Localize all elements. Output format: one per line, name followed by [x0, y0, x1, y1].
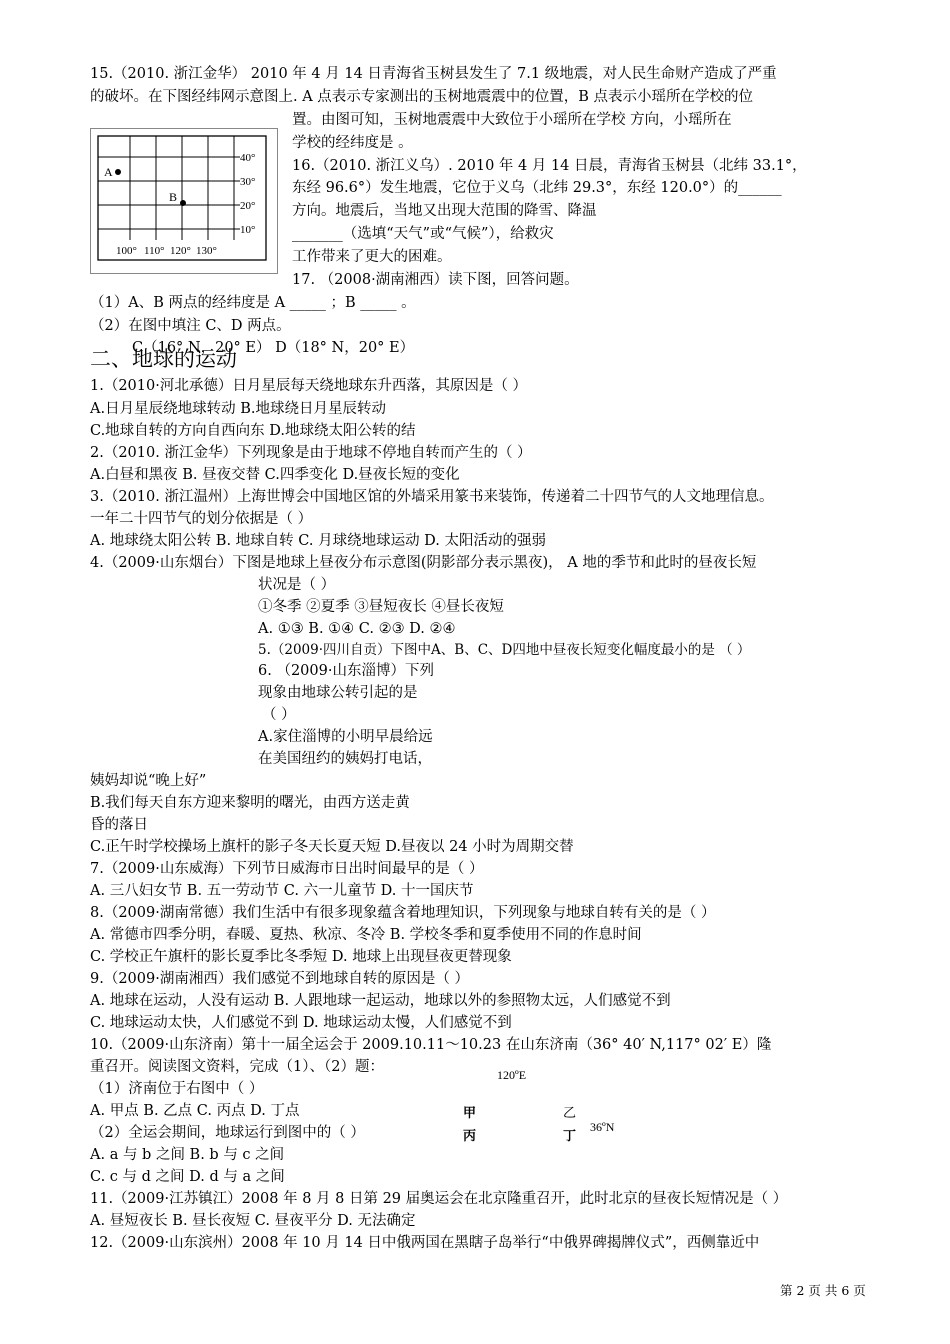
text-line: A.日月星辰绕地球转动 B.地球绕日月星辰转动 [90, 401, 386, 417]
text-line: （1）A、B 两点的经纬度是 A _____ ；B _____ 。 [90, 295, 416, 311]
text-line: 3.（2010. 浙江温州）上海世博会中国地区馆的外墙采用篆书来装饰，传递着二十四节气的人文地理信息。 [90, 489, 774, 505]
text-line: 东经 96.6°）发生地震，它位于义乌（北纬 29.3°，东经 120.0°）的______ [292, 180, 782, 196]
text-line: 一年二十四节气的划分依据是（ ） [90, 511, 313, 527]
point-yi-label: 乙 [563, 1106, 577, 1121]
point-ding-label: 丁 [563, 1129, 577, 1144]
text-line: 在美国纽约的姨妈打电话， [258, 751, 432, 767]
text-line: 4.（2009·山东烟台）下图是地球上昼夜分布示意图(阴影部分表示黑夜)， A 地的季节和此时的昼夜长短 [90, 555, 757, 571]
text-line: ①冬季 ②夏季 ③昼短夜长 ④昼长夜短 [258, 599, 504, 615]
text-line: C.地球自转的方向自西向东 D.地球绕太阳公转的结 [90, 423, 416, 439]
text-line: 状况是（ ） [258, 577, 336, 593]
text-line: 昏的落日 [90, 817, 148, 833]
text-line: A. 三八妇女节 B. 五一劳动节 C. 六一儿童节 D. 十一国庆节 [90, 883, 474, 899]
point-a-label: A [104, 165, 113, 179]
graticule-map-figure [90, 128, 278, 274]
lat-label-40: 40° [240, 152, 256, 164]
text-line: A.白昼和黑夜 B. 昼夜交替 C.四季变化 D.昼夜长短的变化 [90, 467, 460, 483]
text-line: （2）在图中填注 C、D 两点。 [90, 318, 291, 334]
jinan-lon-label: 120ºE [497, 1068, 527, 1082]
text-line: 姨妈却说“晚上好” [90, 773, 207, 789]
text-line: 8.（2009·湖南常德）我们生活中有很多现象蕴含着地理知识，下列现象与地球自转有关的是（ ） [90, 905, 716, 921]
text-line: 5.（2009·四川自贡）下图中A、B、C、D四地中昼夜长短变化幅度最小的是 （ ） [258, 642, 751, 658]
point-bing-label: 丙 [463, 1129, 477, 1144]
point-b-marker [180, 200, 186, 206]
point-jia-label: 甲 [463, 1106, 477, 1121]
text-line: 10.（2009·山东济南）第十一届全运会于 2009.10.11～10.23 在山东济南（36° 40′ N,117° 02′ E）隆 [90, 1037, 772, 1053]
text-line: 16.（2010. 浙江义乌）. 2010 年 4 月 14 日晨，青海省玉树县（北纬 33.1°， [292, 158, 807, 174]
lat-label-10: 10° [240, 224, 256, 236]
text-line: 方向。地震后，当地又出现大范围的降雪、降温 [292, 203, 597, 219]
text-line: （1）济南位于右图中（ ） [90, 1081, 264, 1097]
text-line: A. 地球在运动，人没有运动 B. 人跟地球一起运动，地球以外的参照物太远，人们感觉不到 [90, 993, 671, 1009]
text-line: C. 学校正午旗杆的影长夏季比冬季短 D. 地球上出现昼夜更替现象 [90, 949, 512, 965]
text-line: C. 地球运动太快，人们感觉不到 D. 地球运动太慢，人们感觉不到 [90, 1015, 512, 1031]
text-line: _______（选填“天气”或“气候”），给救灾 [292, 226, 554, 242]
lat-label-20: 20° [240, 200, 256, 212]
lon-label-130: 130° [196, 245, 217, 257]
point-b-label: B [169, 190, 178, 204]
text-line: A. 常德市四季分明，春暖、夏热、秋凉、冬冷 B. 学校冬季和夏季使用不同的作息时间 [90, 927, 642, 943]
text-line: 重召开。阅读图文资料，完成（1）、（2）题： [90, 1059, 384, 1075]
text-line: 1.（2010·河北承德）日月星辰每天绕地球东升西落，其原因是（ ） [90, 378, 527, 394]
lat-label-30: 30° [240, 176, 256, 188]
text-line: 11.（2009·江苏镇江）2008 年 8 月 8 日第 29 届奥运会在北京隆重召开，此时北京的昼夜长短情况是（ ） [90, 1191, 788, 1207]
page-number-footer: 第 2 页 共 6 页 [780, 1283, 866, 1298]
point-a-marker [115, 169, 121, 175]
text-line: A.家住淄博的小明早晨给远 [258, 729, 433, 745]
text-line: 9.（2009·湖南湘西）我们感觉不到地球自转的原因是（ ） [90, 971, 469, 987]
text-line: 的破坏。在下图经纬网示意图上. A 点表示专家测出的玉树地震震中的位置，B 点表示小瑶所在学校的位 [90, 89, 754, 105]
text-line: （ ） [262, 707, 296, 723]
lon-label-110: 110° [144, 245, 165, 257]
text-line: A. ①③ B. ①④ C. ②③ D. ②④ [258, 621, 456, 637]
text-line: A. 地球绕太阳公转 B. 地球自转 C. 月球绕地球运动 D. 太阳活动的强弱 [90, 533, 547, 549]
text-line: 学校的经纬度是 。 [292, 135, 413, 151]
text-line: C. c 与 d 之间 D. d 与 a 之间 [90, 1169, 285, 1185]
text-line: 现象由地球公转引起的是 [258, 685, 418, 701]
jinan-lat-label: 36ºN [590, 1120, 615, 1134]
section-heading: 二、地球的运动 [90, 347, 237, 371]
text-line: 工作带来了更大的困难。 [292, 249, 452, 265]
text-line: A. a 与 b 之间 B. b 与 c 之间 [90, 1147, 285, 1163]
text-line: 置。由图可知，玉树地震震中大致位于小瑶所在学校 方向，小瑶所在 [292, 112, 732, 128]
lon-label-120: 120° [170, 245, 191, 257]
text-line: 12.（2009·山东滨州）2008 年 10 月 14 日中俄两国在黑瞎子岛举行“中俄界碑揭牌仪式”，西侧靠近中 [90, 1235, 760, 1251]
text-line: 7.（2009·山东威海）下列节日威海市日出时间最早的是（ ） [90, 861, 484, 877]
text-line: A. 昼短夜长 B. 昼长夜短 C. 昼夜平分 D. 无法确定 [90, 1213, 416, 1229]
lon-label-100: 100° [116, 245, 137, 257]
text-line: （2）全运会期间，地球运行到图中的（ ） [90, 1125, 365, 1141]
text-line: 15.（2010. 浙江金华） 2010 年 4 月 14 日青海省玉树县发生了 7.1 级地震，对人民生命财产造成了严重 [90, 66, 777, 82]
text-line: 2.（2010. 浙江金华）下列现象是由于地球不停地自转而产生的（ ） [90, 445, 532, 461]
text-line: 17. （2008·湖南湘西）读下图，回答问题。 [292, 272, 579, 288]
text-line: B.我们每天自东方迎来黎明的曙光，由西方送走黄 [90, 795, 410, 811]
text-line: A. 甲点 B. 乙点 C. 丙点 D. 丁点 [90, 1103, 300, 1119]
text-line: C（16° N，20° E） D（18° N，20° E） [132, 340, 415, 356]
text-line: 6. （2009·山东淄博）下列 [258, 663, 434, 679]
text-line: C.正午时学校操场上旗杆的影子冬天长夏天短 D.昼夜以 24 小时为周期交替 [90, 839, 574, 855]
